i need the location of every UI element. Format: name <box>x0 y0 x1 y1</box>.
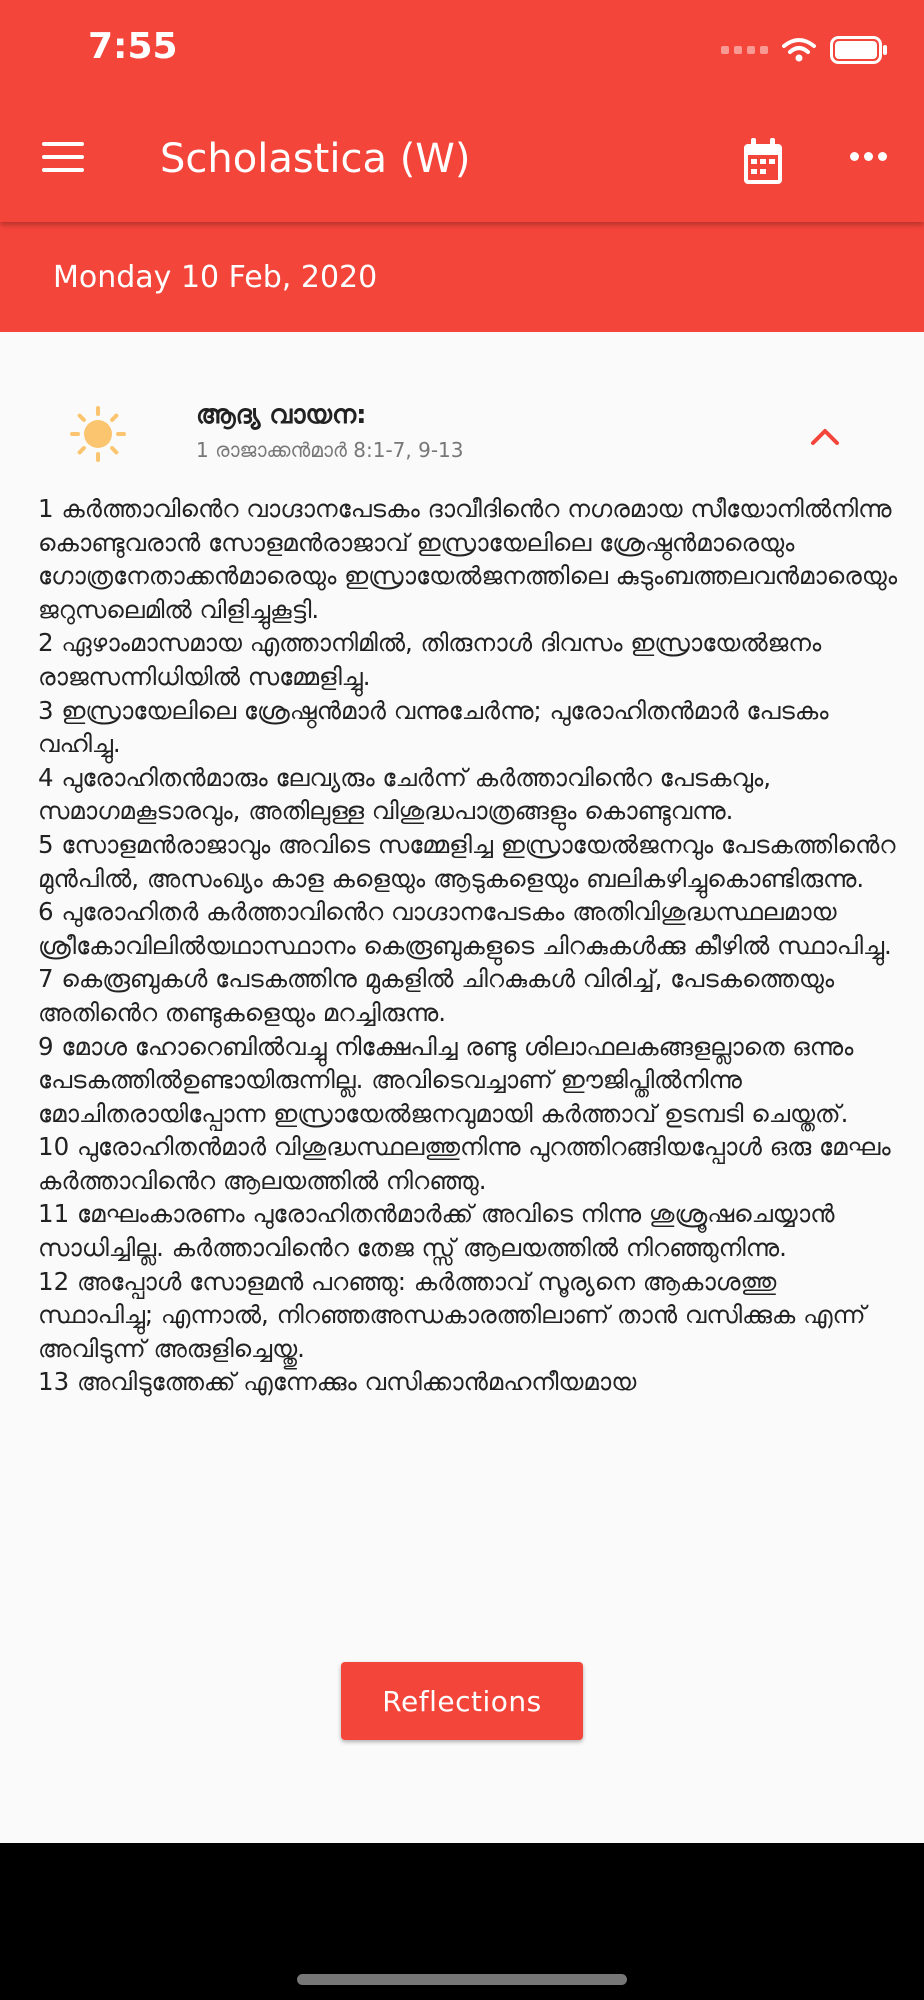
date-bar <box>0 222 924 332</box>
calendar-icon[interactable] <box>742 138 784 186</box>
battery-icon <box>830 36 888 64</box>
reflections-button[interactable]: Reflections <box>341 1662 583 1740</box>
app-header <box>0 0 924 222</box>
reading-header[interactable] <box>0 386 924 476</box>
reading-text: 1 കർത്താവിൻെറ വാഗ്ദാനപേടകം ദാവീദിൻെറ നഗരമായ സീയോനിൽനിന്നു കൊണ്ടുവരാൻ സോളമൻരാജാവ് ഇസ്രായേലിലെ ശ്രേഷ്ഠൻമാരെയും ഗോത്രനേതാക്കൻമാരെയും ഇസ്രായേൽജനത്തിലെ കുടുംബത്തലവൻമാരെയും ജറുസലെമിൽ വിളിച്ചുകൂട്ടി. 2 ഏഴാംമാസമായ എത്താനിമിൽ, തിരുനാൾ ദിവസം ഇസ്രായേൽജനം രാജസന്നിധിയിൽ സമ്മേളിച്ചു. 3 ഇസ്രായേലിലെ ശ്രേഷ്ഠൻമാർ വന്നുചേർന്നു; പുരോഹിതൻമാർ പേടകം വഹിച്ചു. 4 പുരോഹിതൻമാരും ലേവ്യരും ചേർന്ന് കർത്താവിൻെറ പേടകവും, സമാഗമകൂടാരവും, അതിലുള്ള വിശുദ്ധപാത്രങ്ങളും കൊണ്ടുവന്നു. 5 സോളമൻരാജാവും അവിടെ സമ്മേളിച്ച ഇസ്രായേൽജനവും പേടകത്തിൻെറ മുൻപിൽ, അസംഖ്യം കാള കളെയും ആടുകളെയും ബലികഴിച്ചുകൊണ്ടിരുന്നു. 6 പുരോഹിതർ കർത്താവിൻെറ വാഗ്ദാനപേടകം അതിവിശുദ്ധസ്ഥലമായ ശ്രീകോവിലിൽയഥാസ്ഥാനം കെരൂബുകളുടെ ചിറകുകൾക്കു കീഴിൽ സ്ഥാപിച്ചു. 7 കെരൂബുകൾ പേടകത്തിനു മുകളിൽ ചിറകുകൾ വിരിച്ച്, പേടകത്തെയും അതിൻെറ തണ്ടുകളെയും മറച്ചിരുന്നു. 9 മോശ ഹോറെബിൽവച്ചു നിക്ഷേപിച്ച രണ്ടു ശിലാഫലകങ്ങളല്ലാതെ ഒന്നും പേടകത്തിൽഉണ്ടായിരുന്നില്ല. അവിടെവച്ചാണ് ഈജിപ്തിൽനിന്നു മോചിതരായിപ്പോന്ന ഇസ്രായേൽജനവുമായി കർത്താവ് ഉടമ്പടി ചെയ്തത്. 10 പുരോഹിതൻമാർ വിശുദ്ധസ്ഥലത്തുനിന്നു പുറത്തിറങ്ങിയപ്പോൾ ഒരു മേഘം കർത്താവിൻെറ ആലയത്തിൽ നിറഞ്ഞു. 11 മേഘംകാരണം പുരോഹിതൻമാർക്ക് അവിടെ നിന്നു ശുശ്രൂഷചെയ്യാൻ സാധിച്ചില്ല. കർത്താവിൻെറ തേജ സ്സ് ആലയത്തിൽ നിറഞ്ഞുനിന്നു. 12 അപ്പോൾ സോളമൻ പറഞ്ഞു: കർത്താവ് സൂര്യനെ ആകാശത്തു സ്ഥാപിച്ചു; എന്നാൽ, നിറഞ്ഞഅന്ധകാരത്തിലാണ് താൻ വസിക്കുക എന്ന് അവിടുന്ന് അരുളിച്ചെയ്തു. 13 അവിടുത്തേക്ക് എന്നേക്കും വസിക്കാൻമഹനീയമായ <box>38 494 898 1397</box>
page-title: Scholastica (W) <box>160 136 471 182</box>
date-label: Monday 10 Feb, 2020 <box>53 260 378 295</box>
chevron-up-icon[interactable] <box>810 426 840 446</box>
hamburger-menu-icon[interactable] <box>42 142 84 174</box>
sun-icon <box>68 404 128 464</box>
status-icons <box>721 32 888 68</box>
reading-reference: 1 രാജാക്കൻമാർ 8:1-7, 9-13 <box>196 438 464 462</box>
wifi-icon <box>782 37 816 63</box>
home-indicator[interactable] <box>297 1974 627 1985</box>
signal-icon <box>721 46 768 54</box>
reading-title: ആദ്യ വായന: <box>196 400 367 430</box>
status-time: 7:55 <box>88 26 178 67</box>
more-options-icon[interactable] <box>850 152 887 161</box>
